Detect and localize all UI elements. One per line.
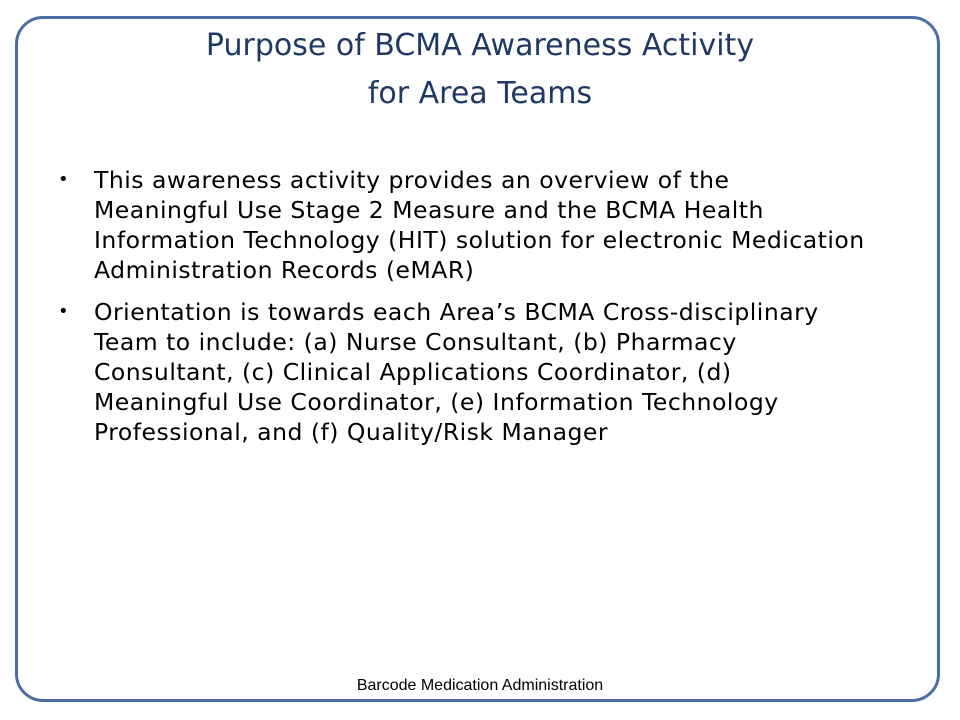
bullet-item-overview	[58, 165, 868, 285]
bullet-icon: •	[58, 169, 70, 190]
bullet-text: Orientation is towards each Area’s BCMA Cross-disciplinary Team to include: (a) Nurse Consultant, (b) Pharmacy Consultant, (c) Clinical Applications Coordinator, (d) Meaningful Use Coordinator, (e) Information Technology Professional, and (f) Quality/Risk Manager	[94, 298, 819, 446]
slide-title-line-2: for Area Teams	[367, 76, 593, 111]
slide-footer: Barcode Medication Administration	[356, 677, 604, 694]
bullet-icon: •	[58, 301, 70, 322]
slide-title-line-1: Purpose of BCMA Awareness Activity	[205, 28, 755, 63]
bullet-item-orientation	[58, 297, 868, 447]
bullet-text: This awareness activity provides an overview of the Meaningful Use Stage 2 Measure and the BCMA Health Information Technology (HIT) solution for electronic Medication Administration Records (eMAR)	[94, 166, 865, 284]
bullet-list	[58, 165, 868, 459]
slide-title	[40, 22, 920, 118]
